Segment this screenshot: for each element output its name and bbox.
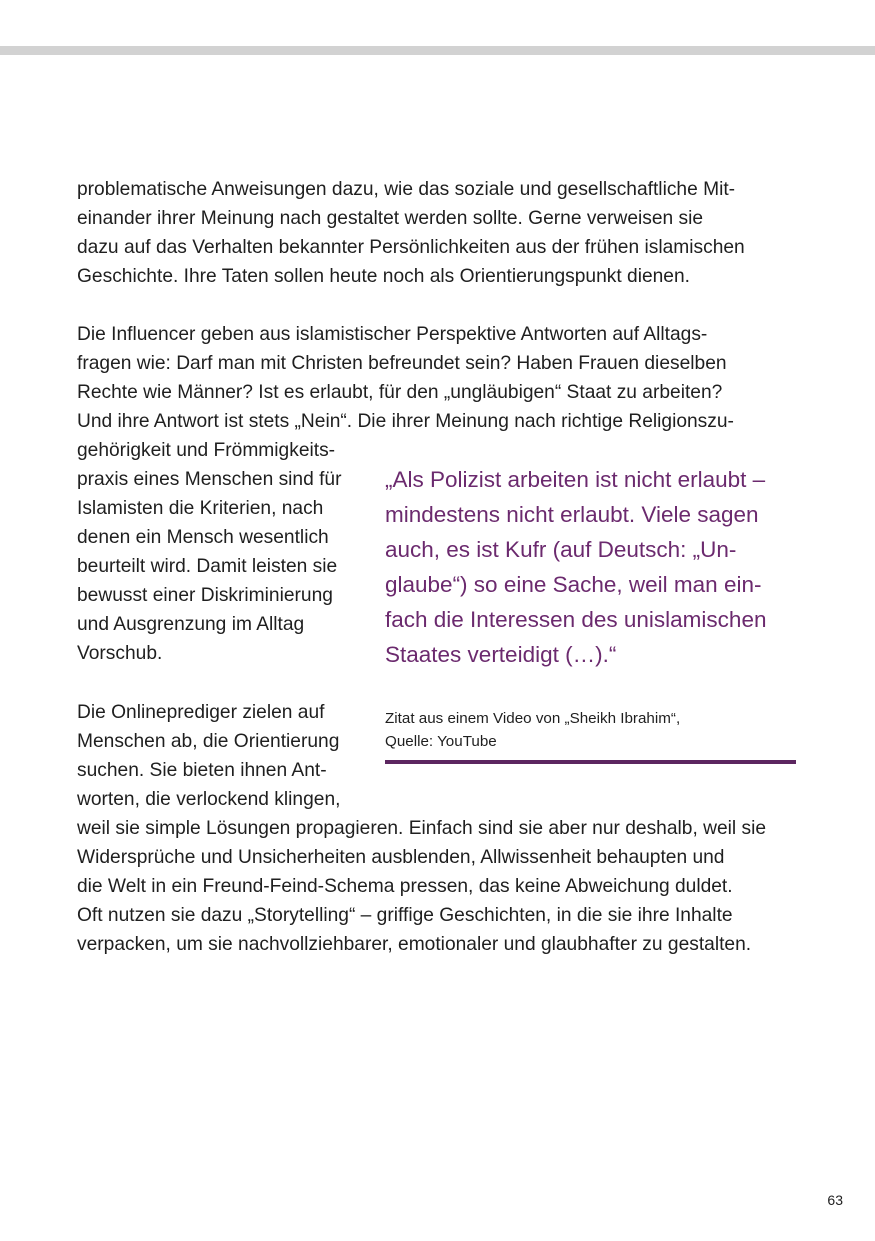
body-text-line: beurteilt wird. Damit leisten sie: [77, 556, 338, 577]
body-text-line: weil sie simple Lösungen propagieren. Einfach sind sie aber nur deshalb, weil sie: [77, 818, 767, 839]
body-text-line: die Welt in ein Freund-Feind-Schema pressen, das keine Abweichung duldet.: [77, 876, 733, 897]
body-text-line: Die Onlineprediger zielen auf: [77, 702, 325, 723]
pull-quote-line: fach die Interessen des unislamischen: [385, 607, 767, 632]
pull-quote-line: glaube“) so eine Sache, weil man ein-: [385, 572, 762, 597]
body-text-line: bewusst einer Diskriminierung: [77, 585, 333, 606]
body-text-line: Rechte wie Männer? Ist es erlaubt, für den „ungläubigen“ Staat zu arbeiten?: [77, 382, 723, 403]
header-rule: [0, 46, 875, 55]
body-text-line: Die Influencer geben aus islamistischer Perspektive Antworten auf Alltags-: [77, 324, 708, 345]
body-text-line: Oft nutzen sie dazu „Storytelling“ – griffige Geschichten, in die sie ihre Inhalte: [77, 905, 733, 926]
quote-source-line: Zitat aus einem Video von „Sheikh Ibrahim“,: [385, 710, 681, 727]
body-text-line: praxis eines Menschen sind für: [77, 469, 342, 490]
body-text-line: Geschichte. Ihre Taten sollen heute noch als Orientierungspunkt dienen.: [77, 266, 690, 287]
body-text-line: dazu auf das Verhalten bekannter Persönlichkeiten aus der frühen islamischen: [77, 237, 745, 258]
quote-source-line: Quelle: YouTube: [385, 733, 497, 750]
body-text-line: denen ein Mensch wesentlich: [77, 527, 329, 548]
page-number: 63: [827, 1192, 843, 1208]
body-text-line: problematische Anweisungen dazu, wie das soziale und gesellschaftliche Mit-: [77, 179, 736, 200]
pull-quote-line: „Als Polizist arbeiten ist nicht erlaubt –: [385, 467, 766, 492]
body-text-line: und Ausgrenzung im Alltag: [77, 614, 305, 635]
quote-rule: [385, 760, 796, 764]
pull-quote-line: Staates verteidigt (…).“: [385, 642, 617, 667]
body-text-line: Und ihre Antwort ist stets „Nein“. Die ihrer Meinung nach richtige Religionszu-: [77, 411, 734, 432]
body-text-line: worten, die verlockend klingen,: [77, 789, 341, 810]
pull-quote-line: mindestens nicht erlaubt. Viele sagen: [385, 502, 759, 527]
pull-quote-line: auch, es ist Kufr (auf Deutsch: „Un-: [385, 537, 737, 562]
body-text-line: Islamisten die Kriterien, nach: [77, 498, 324, 519]
body-text-line: suchen. Sie bieten ihnen Ant-: [77, 760, 327, 781]
body-text-line: fragen wie: Darf man mit Christen befreundet sein? Haben Frauen dieselben: [77, 353, 727, 374]
body-text-line: verpacken, um sie nachvollziehbarer, emotionaler und glaubhafter zu gestalten.: [77, 934, 752, 955]
body-text-line: gehörigkeit und Frömmigkeits-: [77, 440, 336, 461]
body-text-line: Widersprüche und Unsicherheiten ausblenden, Allwissenheit behaupten und: [77, 847, 725, 868]
body-text-line: Menschen ab, die Orientierung: [77, 731, 340, 752]
body-text-line: Vorschub.: [77, 643, 163, 664]
body-text-line: einander ihrer Meinung nach gestaltet werden sollte. Gerne verweisen sie: [77, 208, 704, 229]
